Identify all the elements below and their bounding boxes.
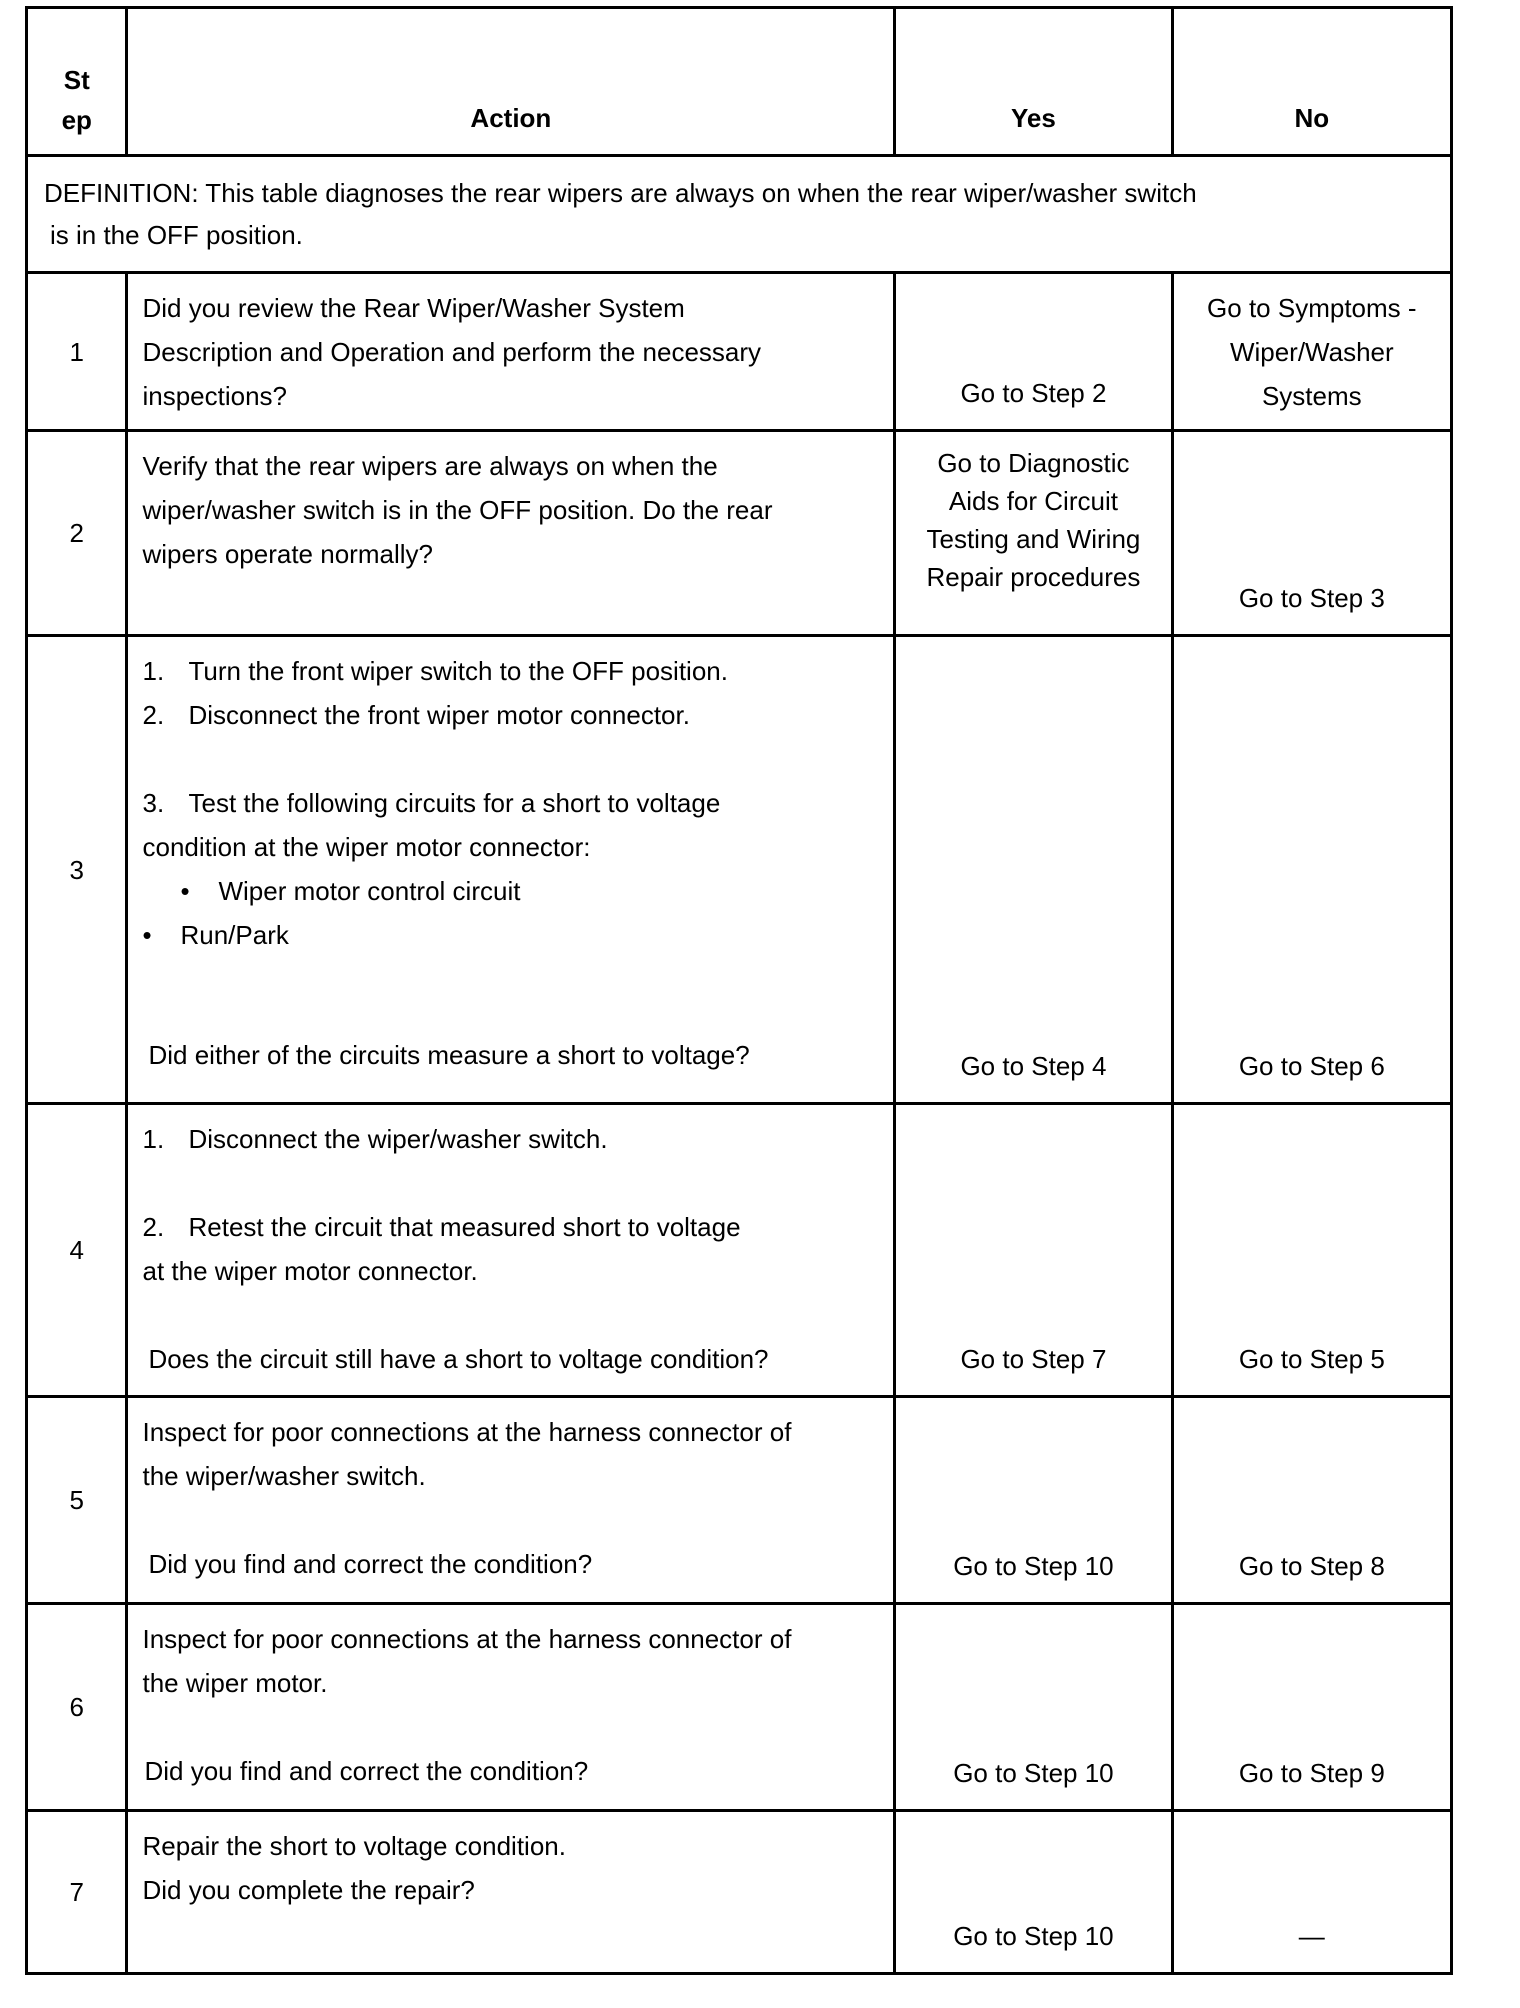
item-number: 1. — [142, 1124, 165, 1154]
diagnostic-table — [25, 6, 1453, 1975]
item-number: 2. — [142, 1212, 165, 1242]
bullet-icon: • — [180, 876, 190, 906]
yes-line: Repair procedures — [926, 562, 1141, 592]
action-cell — [127, 1604, 895, 1811]
header-no: No — [1172, 8, 1451, 156]
step-number: 1 — [27, 273, 127, 431]
yes-cell — [895, 431, 1172, 636]
yes-line: Go to Diagnostic — [937, 448, 1130, 478]
action-cell — [127, 1397, 895, 1604]
yes-cell: Go to Step 2 — [895, 273, 1172, 431]
item-text: Test the following circuits for a short to voltage — [188, 788, 721, 818]
step-number: 4 — [27, 1104, 127, 1397]
yes-cell: Go to Step 10 — [895, 1811, 1172, 1974]
bullet-text: Wiper motor control circuit — [218, 876, 521, 906]
no-cell: Go to Step 6 — [1172, 636, 1451, 1104]
action-cell — [127, 1104, 895, 1397]
yes-cell: Go to Step 7 — [895, 1104, 1172, 1397]
item-text: Retest the circuit that measured short to voltage — [188, 1212, 741, 1242]
table-row — [27, 1604, 1452, 1811]
bullet-item — [142, 913, 883, 957]
item-text: Disconnect the front wiper motor connector. — [188, 700, 690, 730]
yes-cell: Go to Step 10 — [895, 1604, 1172, 1811]
header-row — [27, 8, 1452, 156]
action-line: Verify that the rear wipers are always on when the — [142, 451, 718, 481]
action-question: Did either of the circuits measure a short to voltage? — [148, 1040, 750, 1070]
no-cell: Go to Step 5 — [1172, 1104, 1451, 1397]
no-line: Wiper/Washer — [1229, 337, 1394, 367]
table-row — [27, 636, 1452, 1104]
action-line: Did you review the Rear Wiper/Washer System — [142, 292, 685, 323]
table-row — [27, 431, 1452, 636]
no-cell: Go to Step 9 — [1172, 1604, 1451, 1811]
action-cell — [127, 1811, 895, 1974]
no-cell: — — [1172, 1811, 1451, 1974]
definition-line2: is in the OFF position. — [50, 220, 303, 250]
item-continuation: at the wiper motor connector. — [142, 1256, 478, 1286]
action-line: inspections? — [142, 380, 288, 411]
no-line: Go to Symptoms - — [1207, 293, 1417, 323]
no-line: Systems — [1261, 381, 1362, 411]
action-cell — [127, 636, 895, 1104]
no-cell — [1172, 273, 1451, 431]
action-item — [142, 693, 883, 737]
step-number: 6 — [27, 1604, 127, 1811]
diagnostic-table-page — [25, 6, 1453, 1975]
table-row — [27, 1104, 1452, 1397]
yes-line: Testing and Wiring — [926, 524, 1141, 554]
header-step — [27, 8, 127, 156]
action-question: Did you find and correct the condition? — [148, 1549, 593, 1579]
step-number: 3 — [27, 636, 127, 1104]
definition-line1: DEFINITION: This table diagnoses the rear wipers are always on when the rear wiper/washer switch — [44, 178, 1197, 208]
action-item — [142, 649, 883, 693]
item-number: 2. — [142, 700, 165, 730]
definition-cell — [27, 156, 1452, 273]
table-row — [27, 1811, 1452, 1974]
header-step-line1: St — [63, 65, 90, 95]
header-action: Action — [127, 8, 895, 156]
step-number: 5 — [27, 1397, 127, 1604]
step-number: 2 — [27, 431, 127, 636]
action-line: Inspect for poor connections at the harness connector of — [142, 1624, 792, 1654]
action-item — [142, 781, 883, 825]
action-item — [142, 1117, 883, 1161]
item-text: Disconnect the wiper/washer switch. — [188, 1124, 608, 1154]
bullet-item — [142, 869, 883, 913]
action-line: wipers operate normally? — [142, 539, 433, 569]
header-step-line2: ep — [61, 105, 92, 135]
yes-line: Aids for Circuit — [948, 486, 1118, 516]
action-question: Did you find and correct the condition? — [144, 1756, 589, 1786]
table-row — [27, 1397, 1452, 1604]
item-text: Turn the front wiper switch to the OFF position. — [188, 656, 728, 686]
definition-row — [27, 156, 1452, 273]
item-number: 3. — [142, 788, 165, 818]
action-question: Does the circuit still have a short to voltage condition? — [148, 1344, 769, 1374]
table-row — [27, 273, 1452, 431]
action-line: the wiper/washer switch. — [142, 1461, 426, 1491]
item-number: 1. — [142, 656, 165, 686]
bullet-text: Run/Park — [180, 920, 289, 950]
no-cell: Go to Step 8 — [1172, 1397, 1451, 1604]
bullet-icon: • — [142, 920, 152, 950]
action-line: Description and Operation and perform the necessary — [142, 336, 762, 367]
action-cell — [127, 273, 895, 431]
action-line: the wiper motor. — [142, 1668, 328, 1698]
step-number: 7 — [27, 1811, 127, 1974]
action-item — [142, 1205, 883, 1249]
action-line: Repair the short to voltage condition. — [142, 1831, 566, 1861]
yes-cell: Go to Step 10 — [895, 1397, 1172, 1604]
yes-cell: Go to Step 4 — [895, 636, 1172, 1104]
no-cell: Go to Step 3 — [1172, 431, 1451, 636]
action-cell — [127, 431, 895, 636]
item-continuation: condition at the wiper motor connector: — [142, 832, 591, 862]
action-line: wiper/washer switch is in the OFF position. Do the rear — [142, 495, 773, 525]
action-line: Did you complete the repair? — [142, 1875, 475, 1905]
action-line: Inspect for poor connections at the harness connector of — [142, 1417, 792, 1447]
header-yes: Yes — [895, 8, 1172, 156]
